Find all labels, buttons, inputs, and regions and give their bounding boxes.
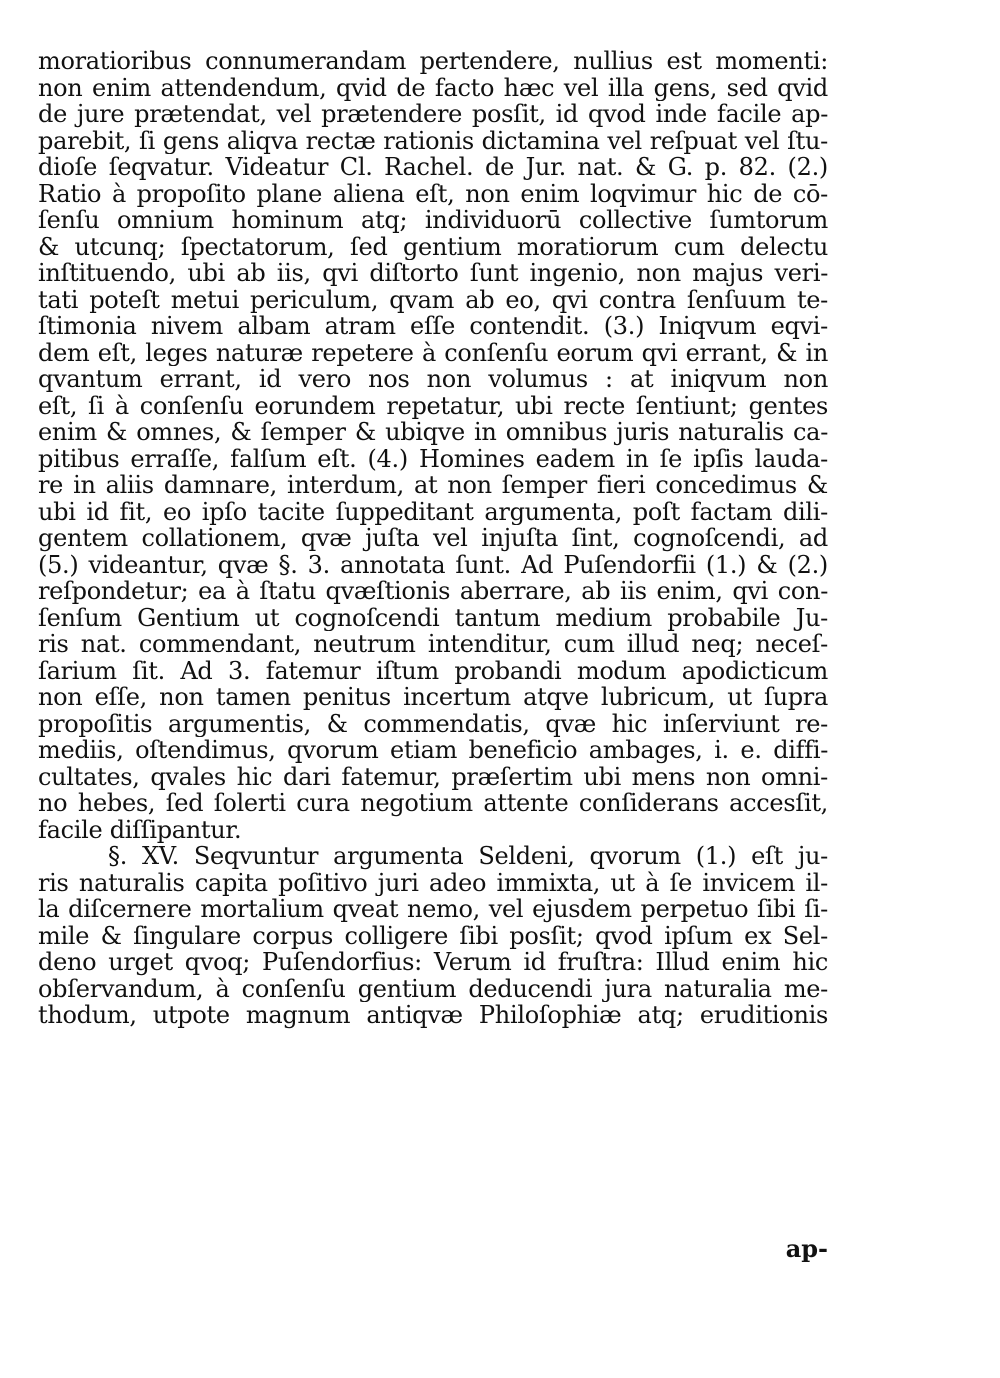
text-block xyxy=(38,48,828,1029)
text-line: cultates, qvales hic dari fatemur, præſertim ubi mens non omni- xyxy=(38,763,828,790)
text-line: tati poteſt metui periculum, qvam ab eo, qvi contra ſenſuum te- xyxy=(38,286,828,313)
text-line: pitibus erraſſe, falſum eſt. (4.) Homines eadem in ſe ipſis lauda- xyxy=(38,445,828,472)
text-line: non enim attendendum, qvid de facto hæc vel illa gens, sed qvid xyxy=(38,74,828,101)
text-line: qvantum errant, id vero nos non volumus : at iniqvum non xyxy=(38,366,828,393)
text-line: ubi id fit, eo ipſo tacite ſuppeditant argumenta, poſt factam dili- xyxy=(38,498,828,525)
text-line: de jure prætendat, vel prætendere posſit, id qvod inde facile ap- xyxy=(38,101,828,128)
text-line: deno urget qvoq; Puſendorfius: Verum id fruſtra: Illud enim hic xyxy=(38,949,828,976)
text-line: reſpondetur; ea à ſtatu qvæſtionis aberrare, ab iis enim, qvi con- xyxy=(38,578,828,605)
text-line: re in aliis damnare, interdum, at non ſemper fieri concedimus & xyxy=(38,472,828,499)
text-line: inſtituendo, ubi ab iis, qvi diſtorto ſunt ingenio, non majus veri- xyxy=(38,260,828,287)
text-line: thodum, utpote magnum antiqvæ Philoſophiæ atq; eruditionis xyxy=(38,1002,828,1029)
text-line: ſtimonia nivem albam atram eſſe contendit. (3.) Iniqvum eqvi- xyxy=(38,313,828,340)
text-line: ſenſu omnium hominum atq; individuorū collective ſumtorum xyxy=(38,207,828,234)
text-line: no hebes, ſed ſolerti cura negotium attente conſiderans accesſit, xyxy=(38,790,828,817)
text-line: ſarium ſit. Ad 3. fatemur iſtum probandi modum apodicticum xyxy=(38,657,828,684)
text-line: propoſitis argumentis, & commendatis, qvæ hic inſerviunt re- xyxy=(38,710,828,737)
text-line: & utcunq; ſpectatorum, ſed gentium moratiorum cum delectu xyxy=(38,233,828,260)
text-line: mediis, oſtendimus, qvorum etiam beneficio ambages, i. e. diffi- xyxy=(38,737,828,764)
section-heading-line: §. XV. Seqvuntur argumenta Seldeni, qvorum (1.) eſt ju- xyxy=(108,843,828,870)
text-line: enim & omnes, & ſemper & ubiqve in omnibus juris naturalis ca- xyxy=(38,419,828,446)
text-line: mile & ſingulare corpus colligere ſibi posſit; qvod ipſum ex Sel- xyxy=(38,922,828,949)
catchword: ap- xyxy=(785,1234,828,1263)
text-line: Ratio à propoſito plane aliena eſt, non enim loqvimur hic de cō- xyxy=(38,180,828,207)
text-line: ris naturalis capita poſitivo juri adeo immixta, ut à ſe invicem il- xyxy=(38,869,828,896)
text-line: dioſe ſeqvatur. Videatur Cl. Rachel. de Jur. nat. & G. p. 82. (2.) xyxy=(38,154,828,181)
text-line: gentem collationem, qvæ juſta vel injuſta ſint, cognoſcendi, ad xyxy=(38,525,828,552)
text-line: dem eſt, leges naturæ repetere à conſenſu eorum qvi errant, & in xyxy=(38,339,828,366)
text-line: moratioribus connumerandam pertendere, nullius est momenti: xyxy=(38,48,828,75)
text-line: eſt, ſi à conſenſu eorundem repetatur, ubi recte ſentiunt; gentes xyxy=(38,392,828,419)
paragraph-end-line: facile diſſipantur. xyxy=(38,816,242,843)
text-line: la diſcernere mortalium qveat nemo, vel ejusdem perpetuo ſibi ſi- xyxy=(38,896,828,923)
text-line: ſenſum Gentium ut cognoſcendi tantum medium probabile Ju- xyxy=(38,604,828,631)
text-line: ris nat. commendant, neutrum intenditur, cum illud neq; neceſ- xyxy=(38,631,828,658)
text-line: (5.) videantur, qvæ §. 3. annotata ſunt. Ad Puſendorfii (1.) & (2.) xyxy=(38,551,828,578)
text-line: obſervandum, à conſenſu gentium deducendi jura naturalia me- xyxy=(38,975,828,1002)
text-line: parebit, ſi gens aliqva rectæ rationis dictamina vel reſpuat vel ſtu- xyxy=(38,127,828,154)
text-line: non eſſe, non tamen penitus incertum atqve lubricum, ut ſupra xyxy=(38,684,828,711)
